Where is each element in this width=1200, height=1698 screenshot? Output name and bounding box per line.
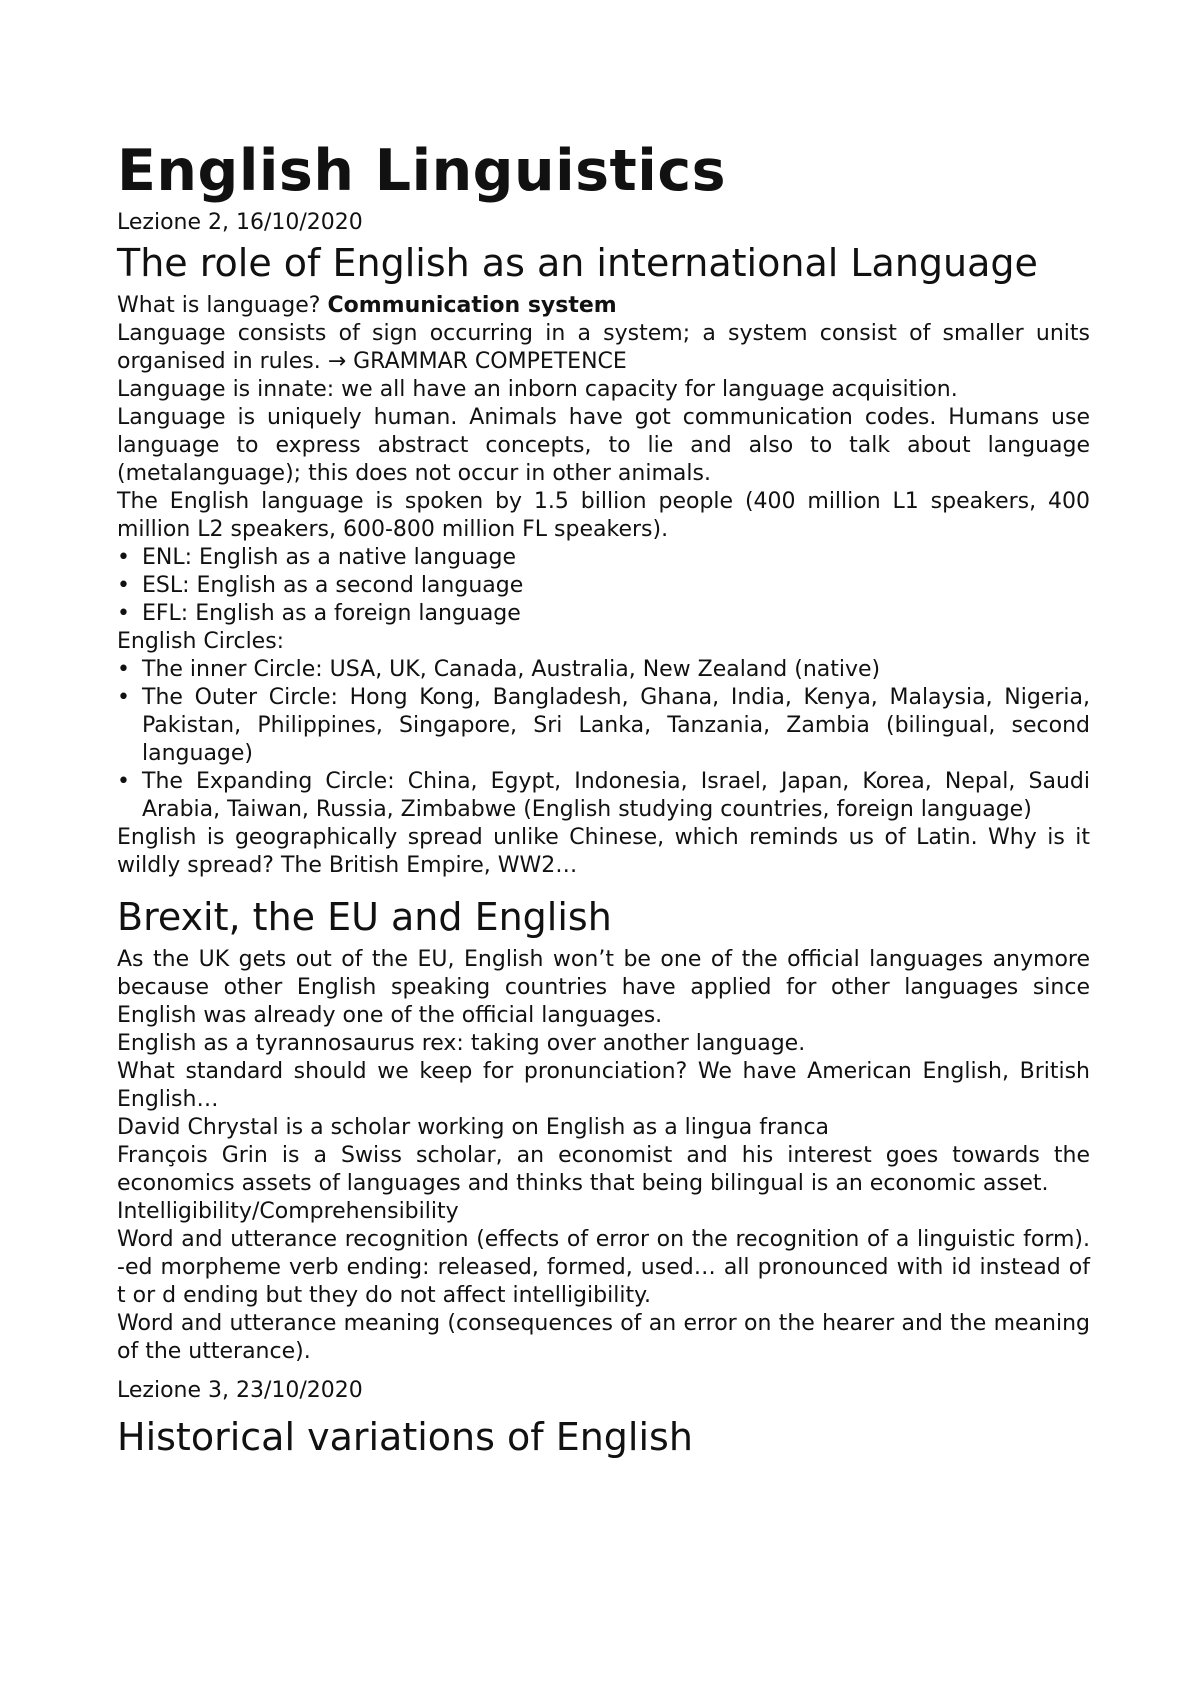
paragraph-meaning: Word and utterance meaning (consequences of an error on the hearer and the meaning of the utterance). [117, 1311, 1090, 1364]
list-item: • EFL: English as a foreign language [117, 600, 1090, 628]
paragraph-trex: English as a tyrannosaurus rex: taking over another language. [117, 1031, 806, 1056]
circles-label: English Circles: [117, 629, 285, 654]
paragraph-recognition: Word and utterance recognition (effects of error on the recognition of a linguistic form). -ed morpheme verb ending: released, formed, used… all pronounced with id instead of t or d ending but they do not affect intelligibility. [117, 1227, 1090, 1308]
section-heading-brexit: Brexit, the EU and English [117, 895, 612, 939]
paragraph-brexit: As the UK gets out of the EU, English won’t be one of the official languages anymore because other English speaking countries have applied for other languages since English was already one of the official languages. [117, 947, 1090, 1028]
list-item: • The Expanding Circle: China, Egypt, Indonesia, Israel, Japan, Korea, Nepal, Saudi Arabia, Taiwan, Russia, Zimbabwe (English studying countries, foreign language) [117, 768, 1090, 824]
paragraph-grin: François Grin is a Swiss scholar, an economist and his interest goes towards the economics assets of languages and thinks that being bilingual is an economic asset. [117, 1143, 1090, 1196]
language-type-list [117, 544, 1090, 628]
question-answer: Communication system [327, 293, 617, 318]
question-paragraph [117, 292, 1090, 320]
paragraph-chrystal: David Chrystal is a scholar working on English as a lingua franca [117, 1115, 830, 1140]
circles-list [117, 656, 1090, 824]
paragraph-intelligibility-label: Intelligibility/Comprehensibility [117, 1199, 459, 1224]
paragraph-uniquely-human: Language is uniquely human. Animals have got communication codes. Humans use language to express abstract concepts, to lie and also to talk about language (metalanguage); this does not occur in other animals. [117, 405, 1090, 486]
list-item: • ESL: English as a second language [117, 572, 1090, 600]
document-title: English Linguistics [117, 138, 727, 204]
list-item: • The inner Circle: USA, UK, Canada, Australia, New Zealand (native) [117, 656, 1090, 684]
list-item: • The Outer Circle: Hong Kong, Bangladesh, Ghana, India, Kenya, Malaysia, Nigeria, Pakistan, Philippines, Singapore, Sri Lanka, Tanzania, Zambia (bilingual, second language) [117, 684, 1090, 768]
question-text: What is language? [117, 293, 328, 318]
paragraph-speakers: The English language is spoken by 1.5 billion people (400 million L1 speakers, 400 million L2 speakers, 600-800 million FL speakers). [117, 489, 1090, 542]
lesson-date: Lezione 3, 23/10/2020 [117, 1378, 363, 1403]
section-heading-historical: Historical variations of English [117, 1415, 693, 1459]
paragraph-standard: What standard should we keep for pronunciation? We have American English, British English… [117, 1059, 1090, 1112]
lesson-date: Lezione 2, 16/10/2020 [117, 210, 363, 235]
paragraph-sign-system: Language consists of sign occurring in a system; a system consist of smaller units organised in rules. → GRAMMAR COMPETENCE [117, 321, 1090, 374]
paragraph-innate: Language is innate: we all have an inborn capacity for language acquisition. [117, 377, 958, 402]
section-heading-international: The role of English as an international Language [117, 241, 1038, 285]
list-item: • ENL: English as a native language [117, 544, 1090, 572]
paragraph-spread: English is geographically spread unlike Chinese, which reminds us of Latin. Why is it wildly spread? The British Empire, WW2… [117, 825, 1090, 878]
